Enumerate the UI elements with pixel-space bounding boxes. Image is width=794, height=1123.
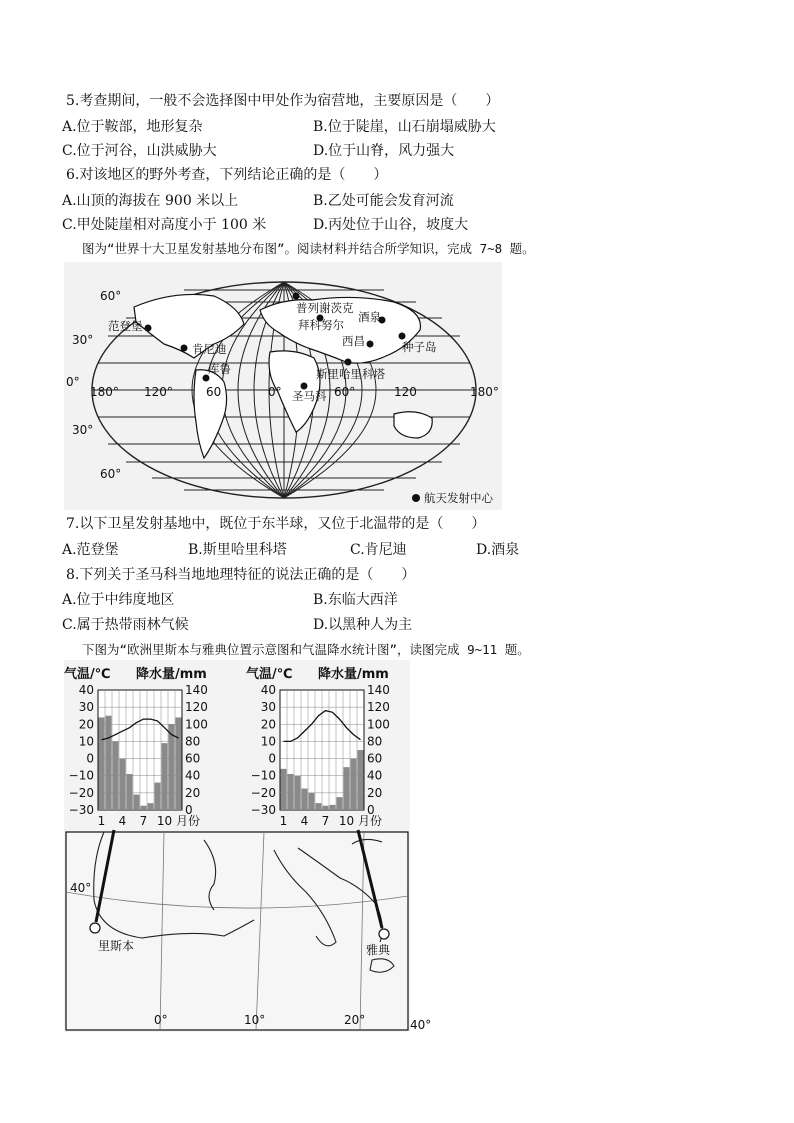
- q5-option-c: C.位于河谷，山洪威胁大: [62, 143, 217, 159]
- lon-label-120w: 120°: [144, 385, 173, 399]
- temp-tick: 40: [78, 683, 94, 697]
- temp-tick: −30: [250, 803, 276, 817]
- precip-axis-label: 降水量/mm: [318, 667, 389, 682]
- precip-tick: 140: [367, 683, 390, 697]
- precip-bar: [344, 767, 350, 810]
- precip-bar: [141, 806, 147, 810]
- q5-stem: 5.考查期间，一般不会选择图中甲处作为宿营地，主要原因是（ ）: [66, 93, 500, 109]
- precip-bar: [127, 774, 133, 810]
- site-plesetsk: 普列谢茨克: [296, 301, 354, 315]
- precip-bar: [351, 759, 357, 810]
- precip-tick: 60: [185, 751, 201, 766]
- temp-tick: −20: [68, 785, 94, 800]
- precip-bar: [316, 803, 322, 810]
- q6-option-c: C.甲处陡崖相对高度小于 100 米: [62, 217, 267, 233]
- precip-axis-label: 降水量/mm: [136, 667, 207, 682]
- precip-tick: 20: [367, 785, 383, 800]
- site-jiuquan: 酒泉: [358, 310, 381, 324]
- site-kourou: 库鲁: [208, 362, 231, 376]
- precip-bar: [330, 805, 336, 810]
- lon-label-60e: 60°: [334, 385, 356, 399]
- precip-bar: [281, 769, 287, 810]
- temp-tick: 30: [78, 700, 94, 715]
- temp-tick: 0: [268, 751, 276, 766]
- q8-option-d: D.以黑种人为主: [313, 617, 413, 633]
- precip-bar: [302, 789, 308, 810]
- legend-dot: [412, 494, 420, 502]
- precip-bar: [337, 797, 343, 810]
- precip-bar: [176, 717, 182, 810]
- precip-tick: 40: [185, 768, 201, 783]
- lat-label-60n: 60°: [100, 289, 122, 303]
- q6-option-d: D.丙处位于山谷，坡度大: [313, 217, 469, 233]
- precip-tick: 0: [367, 803, 375, 817]
- site-vandenberg: 范登堡: [108, 319, 143, 333]
- site-baikonur: 拜科努尔: [298, 318, 344, 332]
- month-tick: 1: [279, 814, 288, 828]
- precip-tick: 100: [367, 717, 390, 732]
- temp-tick: −30: [68, 803, 94, 817]
- city-lisbon: 里斯本: [98, 939, 135, 953]
- precip-tick: 140: [185, 683, 208, 697]
- site-san-marco: 圣马科: [292, 389, 327, 403]
- precip-tick: 20: [185, 785, 201, 800]
- temp-tick: 20: [260, 717, 276, 732]
- precip-tick: 100: [185, 717, 208, 732]
- temp-tick: 30: [260, 700, 276, 715]
- precip-bar: [323, 806, 329, 810]
- bottom-lat-label: 40°: [410, 1018, 432, 1032]
- temp-tick: −10: [68, 768, 94, 783]
- map-lon-20: 20°: [344, 1013, 366, 1027]
- temp-axis-label: 气温/℃: [246, 667, 293, 682]
- q8-option-b: B.东临大西洋: [313, 592, 398, 608]
- temp-tick: 40: [260, 683, 276, 697]
- month-tick: 4: [118, 814, 127, 828]
- climate-chart-1: [64, 666, 208, 828]
- temp-tick: 10: [78, 734, 94, 749]
- precip-bar: [162, 743, 168, 810]
- intro-9-11: 下图为“欧洲里斯本与雅典位置示意图和气温降水统计图”，读图完成 9~11 题。: [82, 642, 530, 657]
- climate-and-map-figure: [64, 660, 410, 1032]
- temp-tick: −20: [250, 785, 276, 800]
- precip-bar: [134, 795, 140, 810]
- precip-tick: 80: [185, 734, 201, 749]
- q8-option-a: A.位于中纬度地区: [62, 592, 175, 608]
- q5-option-b: B.位于陡崖，山石崩塌威胁大: [313, 119, 496, 135]
- temp-tick: 20: [78, 717, 94, 732]
- q8-option-c: C.属于热带雨林气候: [62, 617, 189, 633]
- month-tick: 1: [97, 814, 106, 828]
- map-lat-label: 40°: [70, 881, 92, 895]
- precip-bar: [120, 759, 126, 810]
- precip-tick: 0: [185, 803, 193, 817]
- lon-label-0: 0°: [268, 385, 282, 399]
- q5-option-a: A.位于鞍部，地形复杂: [62, 119, 203, 135]
- q7-option-a: A.范登堡: [62, 542, 119, 558]
- q6-stem: 6.对该地区的野外考查，下列结论正确的是（ ）: [66, 167, 388, 183]
- precip-bar: [106, 716, 112, 810]
- world-map: [64, 262, 502, 510]
- lat-label-60s: 60°: [100, 467, 122, 481]
- precip-bar: [148, 803, 154, 810]
- site-sriharikota: 斯里哈里科塔: [316, 367, 385, 381]
- precip-bar: [358, 750, 364, 810]
- climate-chart-2: [246, 666, 390, 828]
- lon-label-120e: 120: [394, 385, 417, 399]
- lat-label-30n: 30°: [72, 333, 94, 347]
- lon-label-180e: 180°: [470, 385, 499, 399]
- temp-tick: −10: [250, 768, 276, 783]
- q6-option-a: A.山顶的海拔在 900 米以上: [62, 193, 239, 209]
- q7-option-b: B.斯里哈里科塔: [188, 542, 287, 558]
- month-unit-label: 月份: [176, 814, 201, 828]
- precip-bar: [99, 717, 105, 810]
- precip-bar: [295, 776, 301, 810]
- precip-tick: 60: [367, 751, 383, 766]
- site-xichang: 西昌: [342, 334, 365, 348]
- athens-marker: [379, 929, 389, 939]
- precip-bar: [288, 774, 294, 810]
- precip-tick: 40: [367, 768, 383, 783]
- temp-tick: 0: [86, 751, 94, 766]
- temp-tick: 10: [260, 734, 276, 749]
- precip-tick: 120: [367, 700, 390, 715]
- map-lon-0: 0°: [154, 1013, 168, 1027]
- month-tick: 7: [321, 814, 330, 828]
- intro-7-8: 图为“世界十大卫星发射基地分布图”。阅读材料并结合所学知识，完成 7~8 题。: [82, 241, 535, 256]
- site-tanegashima: 种子岛: [402, 340, 437, 354]
- map-lon-10: 10°: [244, 1013, 266, 1027]
- precip-bar: [113, 741, 119, 810]
- month-unit-label: 月份: [358, 814, 383, 828]
- precip-tick: 120: [185, 700, 208, 715]
- lon-label-60w: 60: [206, 385, 222, 399]
- legend-label: 航天发射中心: [424, 491, 493, 505]
- precip-bar: [309, 793, 315, 810]
- site-kennedy: 肯尼迪: [192, 342, 227, 356]
- q8-stem: 8.下列关于圣马科当地地理特征的说法正确的是（ ）: [66, 567, 416, 583]
- city-athens: 雅典: [366, 943, 391, 957]
- lat-label-0: 0°: [66, 375, 80, 389]
- temp-axis-label: 气温/℃: [64, 667, 111, 682]
- q7-stem: 7.以下卫星发射基地中，既位于东半球，又位于北温带的是（ ）: [66, 516, 486, 532]
- precip-bar: [155, 783, 161, 810]
- q7-option-c: C.肯尼迪: [350, 542, 407, 558]
- lisbon-marker: [90, 923, 100, 933]
- lat-label-30s: 30°: [72, 423, 94, 437]
- precip-tick: 80: [367, 734, 383, 749]
- month-tick: 10: [338, 814, 355, 828]
- month-tick: 10: [156, 814, 173, 828]
- month-tick: 7: [139, 814, 148, 828]
- q7-option-d: D.酒泉: [476, 542, 520, 558]
- month-tick: 4: [300, 814, 309, 828]
- lon-label-180w: 180°: [90, 385, 119, 399]
- precip-bar: [169, 724, 175, 810]
- q6-option-b: B.乙处可能会发育河流: [313, 193, 454, 209]
- q5-option-d: D.位于山脊，风力强大: [313, 143, 455, 159]
